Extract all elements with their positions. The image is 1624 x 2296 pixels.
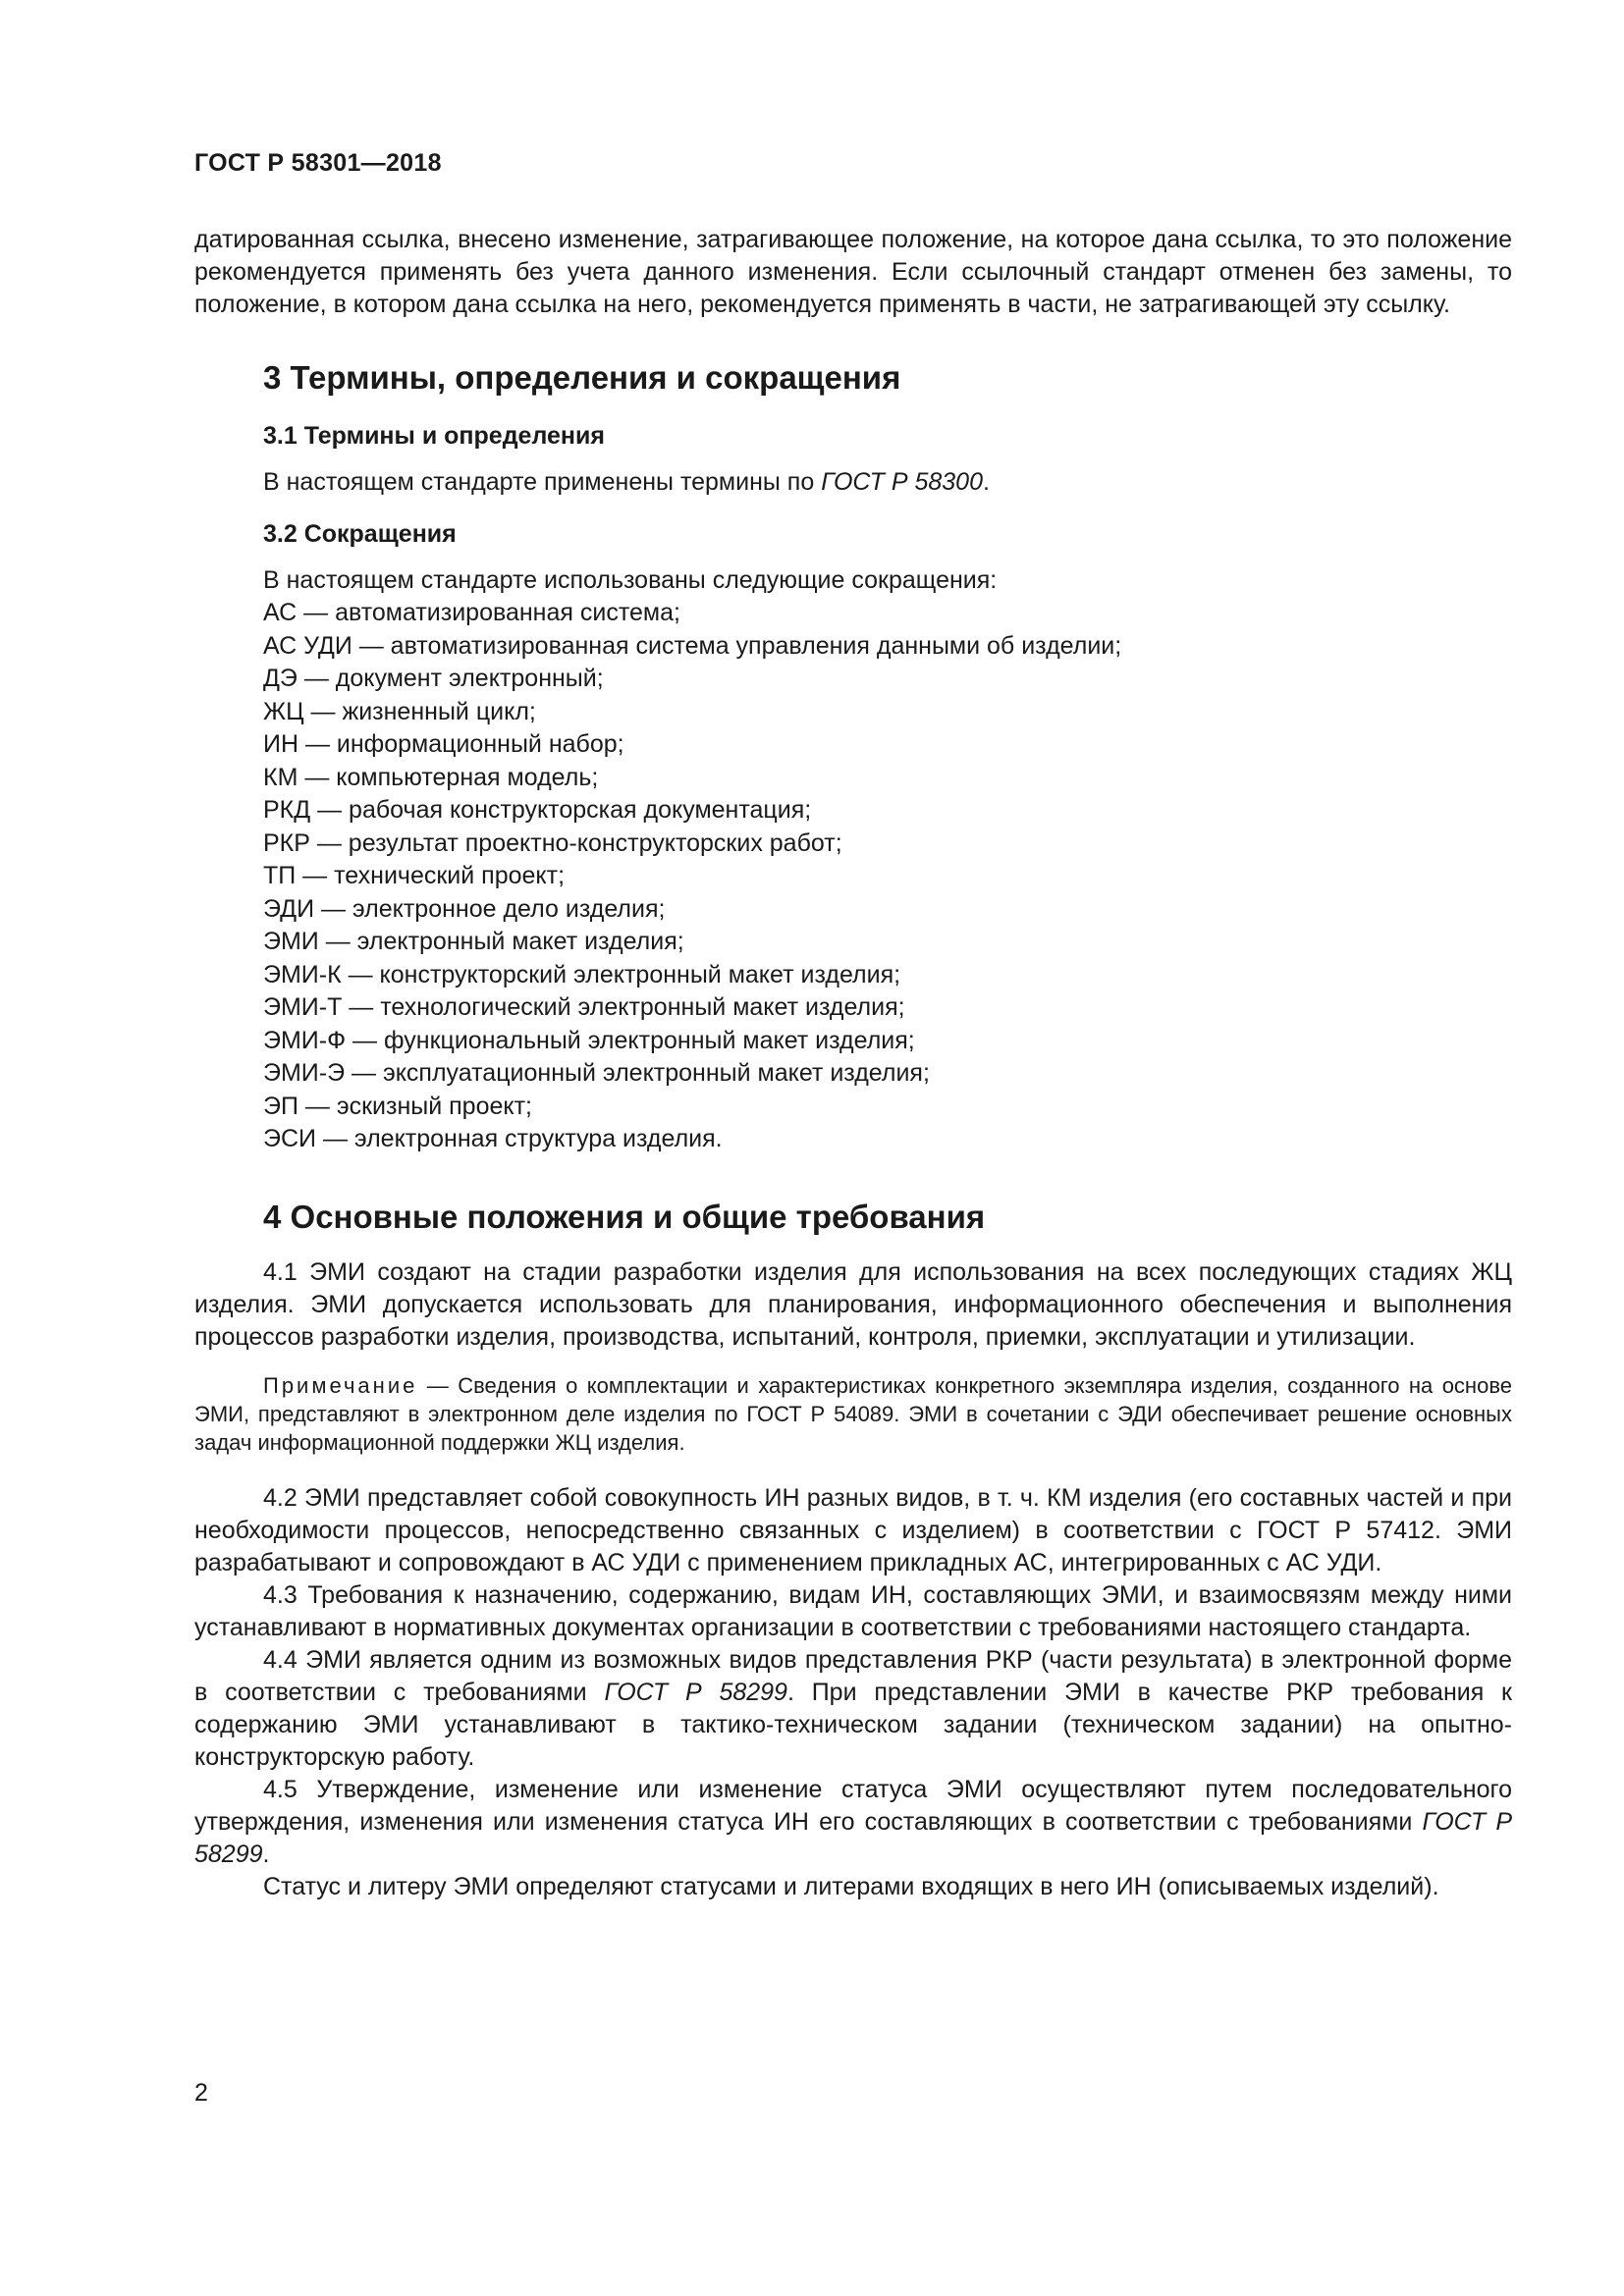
abbreviation-item: РКР — результат проектно-конструкторских работ; [263,828,842,857]
doc-reference: ГОСТ Р 58299 [604,1678,787,1706]
clause-4-4-text: 4.4 ЭМИ является одним из возможных видов представления РКР (части результата) в электронной форме в соответствии с требованиями [194,1645,1512,1706]
section-4-heading: 4 Основные положения и общие требования [263,1198,986,1235]
section-3-1-text [194,466,1512,499]
note-label: Примечание [263,1372,418,1398]
abbreviation-item: ЭМИ-Ф — функциональный электронный макет изделия; [263,1026,915,1054]
doc-reference: ГОСТ Р 58300 [821,468,983,496]
clause-4-5 [194,1774,1512,1871]
page-number: 2 [194,2079,208,2107]
abbreviation-item: ЖЦ — жизненный цикл; [263,697,536,725]
abbreviation-item: ЭП — эскизный проект; [263,1092,532,1120]
abbreviation-item: ЭМИ — электронный макет изделия; [263,928,684,955]
document-code-header: ГОСТ Р 58301—2018 [194,149,442,177]
abbreviation-item: ЭМИ-Т — технологический электронный макет изделия; [263,993,905,1021]
clause-4-1: 4.1 ЭМИ создают на стадии разработки изделия для использования на всех последующих стадиях ЖЦ изделия. ЭМИ допускается использовать для планирования, информационного обеспечения и выполнения процессов разработки изделия, производства, испытаний, контроля, приемки, эксплуатации и утилизации. [194,1257,1512,1351]
abbreviations-list [194,597,1512,1156]
clause-4-2: 4.2 ЭМИ представляет собой совокупность ИН разных видов, в т. ч. КМ изделия (его составных частей и при необходимости процессов, непосредственно связанных с изделием) в соответствии с ГОСТ Р 57412. ЭМИ разрабатывают и сопровождают в АС УДИ с применением прикладных АС, интегрированных с АС УДИ. [194,1483,1512,1576]
page-content [194,224,1512,1903]
abbreviation-item: ИН — информационный набор; [263,730,624,758]
abbreviation-item: ЭМИ-К — конструкторский электронный макет изделия; [263,960,901,988]
section-3-2-heading: 3.2 Сокращения [263,520,457,548]
note-text: — Сведения о комплектации и характеристиках конкретного экземпляра изделия, созданного на основе ЭМИ, представляют в электронном деле изделия по ГОСТ Р 54089. ЭМИ в сочетании с ЭДИ обеспечивает решение основных задач информационной поддержки ЖЦ изделия. [194,1372,1512,1455]
terms-text: В настоящем стандарте применены термины по [263,468,822,496]
abbreviation-item: ЭСИ — электронная структура изделия. [263,1125,723,1152]
section-3-1-heading: 3.1 Термины и определения [263,422,605,450]
abbreviation-item: АС УДИ — автоматизированная система управления данными об изделии; [263,631,1122,660]
abbreviations-intro: В настоящем стандарте использованы следующие сокращения: [263,566,998,594]
terms-text-end: . [982,468,990,496]
status-paragraph: Статус и литеру ЭМИ определяют статусами и литерами входящих в него ИН (описываемых изделий). [263,1872,1439,1900]
abbreviation-item: ТП — технический проект; [263,862,566,889]
abbreviation-item: ЭМИ-Э — эксплуатационный электронный макет изделия; [263,1059,930,1087]
abbreviation-item: КМ — компьютерная модель; [263,763,599,791]
clause-4-5-text: 4.5 Утверждение, изменение или изменение статуса ЭМИ осуществляют путем последовательного утверждения, изменения или изменения статуса ИН его составляющих в соответствии с требованиями [194,1775,1512,1836]
doc-reference: ГОСТ Р 58299 [194,1807,1512,1868]
section-3-heading: 3 Термины, определения и сокращения [263,359,901,396]
abbreviation-item: ЭДИ — электронное дело изделия; [263,894,666,923]
note-paragraph [194,1371,1512,1457]
clause-4-3: 4.3 Требования к назначению, содержанию, видам ИН, составляющих ЭМИ, и взаимосвязям между ними устанавливают в нормативных документах организации в соответствии с требованиями настоящего стандарта. [194,1580,1512,1641]
clause-4-5-text-end: . [262,1840,270,1868]
abbreviation-item: РКД — рабочая конструкторская документация; [263,796,812,824]
clause-4-4 [194,1644,1512,1774]
abbreviation-item: АС — автоматизированная система; [263,599,680,626]
clause-4-4-text-end: . При представлении ЭМИ в качестве РКР требования к содержанию ЭМИ устанавливают в тактико-техническом задании (техническом задании) на опытно-конструкторскую работу. [194,1678,1512,1771]
intro-paragraph: датированная ссылка, внесено изменение, затрагивающее положение, на которое дана ссылка, то это положение рекомендуется применять без учета данного изменения. Если ссылочный стандарт отменен без замены, то положение, в котором дана ссылка на него, рекомендуется применять в части, не затрагивающей эту ссылку. [194,226,1512,318]
abbreviation-item: ДЭ — документ электронный; [263,665,604,692]
